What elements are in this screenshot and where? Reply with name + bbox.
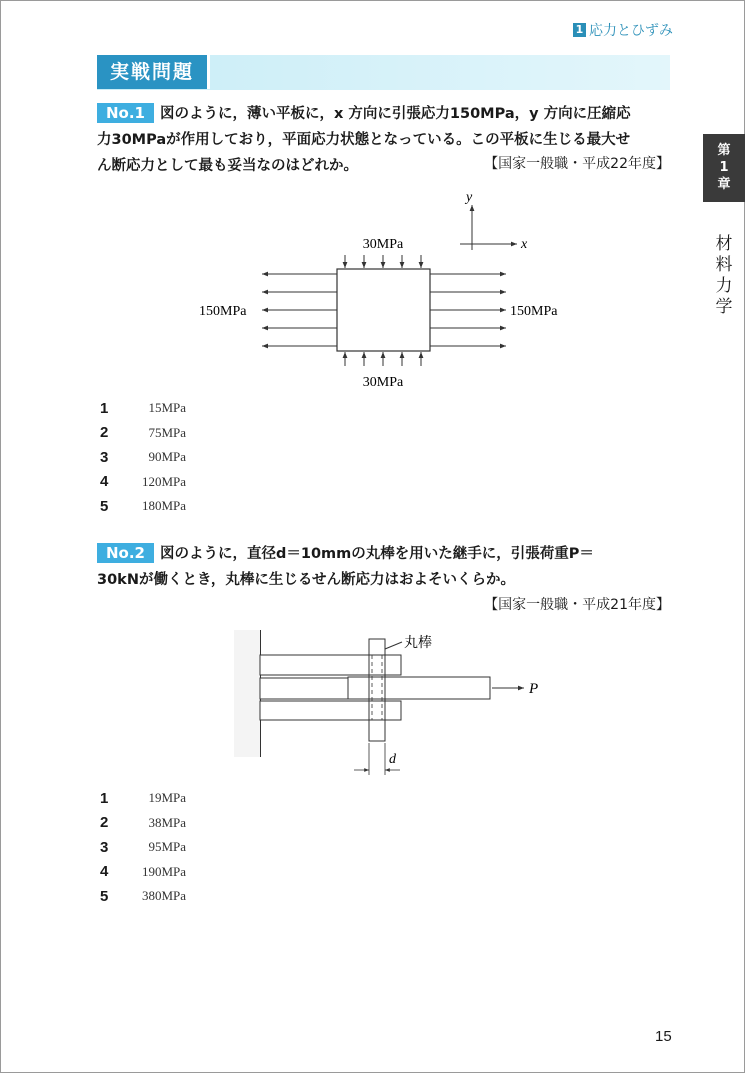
answer-choice[interactable] <box>100 884 186 909</box>
choice-value: 19MPa <box>148 790 186 806</box>
choice-number: 5 <box>100 497 109 515</box>
load-label: P <box>529 681 539 697</box>
choice-value: 95MPa <box>148 839 186 855</box>
choice-number: 1 <box>100 789 109 807</box>
running-head <box>573 20 673 40</box>
top-stress-label: 30MPa <box>362 237 404 252</box>
choice-number: 3 <box>100 838 109 856</box>
axis-y-label: y <box>466 190 473 205</box>
answer-choice[interactable] <box>100 811 186 836</box>
choice-value: 180MPa <box>141 498 186 514</box>
left-tension-arrows <box>262 274 337 346</box>
answer-choice[interactable] <box>100 421 186 446</box>
section-heading: 実戦問題 <box>97 55 210 89</box>
choice-value: 120MPa <box>141 473 186 489</box>
answer-choices-2 <box>100 786 186 909</box>
choice-number: 1 <box>100 399 109 417</box>
thin-plate <box>337 269 430 351</box>
page-number: 15 <box>655 1028 672 1045</box>
subject-label: 材料力学 <box>715 234 733 317</box>
right-stress-label: 150MPa <box>510 304 558 319</box>
question-text-line: 図のように，薄い平板に，x 方向に引張応力150MPa，y 方向に圧縮応 <box>160 106 631 122</box>
question-text-line: 図のように，直径d＝10mmの丸棒を用いた継手に，引張荷重P＝ <box>160 546 594 562</box>
section-title: 応力とひずみ <box>589 23 673 39</box>
answer-choice[interactable] <box>100 445 186 470</box>
choice-number: 2 <box>100 814 109 832</box>
top-compression-arrows <box>345 255 421 268</box>
left-stress-label: 150MPa <box>199 304 247 319</box>
question-2 <box>97 541 672 593</box>
choice-number: 2 <box>100 424 109 442</box>
bottom-compression-arrows <box>345 352 421 366</box>
choice-number: 3 <box>100 448 109 466</box>
answer-choice[interactable] <box>100 835 186 860</box>
question-source: 【国家一般職・平成21年度】 <box>484 597 670 613</box>
question-label: No.2 <box>97 543 154 563</box>
dimension-d-label: d <box>389 752 396 767</box>
pin-joint-figure <box>230 625 560 780</box>
chapter-tab <box>703 134 745 202</box>
answer-choice[interactable] <box>100 494 186 519</box>
chapter-tab-line: 章 <box>717 177 731 192</box>
answer-choice[interactable] <box>100 396 186 421</box>
chapter-tab-line: 第 <box>717 143 731 158</box>
answer-choices-1 <box>100 396 186 519</box>
plate-stress-figure <box>180 185 580 395</box>
question-text-line: ん断応力として最も妥当なのはどれか。 <box>97 158 358 174</box>
question-text-line: 力30MPaが作用しており，平面応力状態となっている。この平板に生じる最大せ <box>97 132 631 148</box>
round-rod-pin <box>369 639 385 741</box>
choice-number: 4 <box>100 473 109 491</box>
answer-choice[interactable] <box>100 786 186 811</box>
axis-x-label: x <box>521 237 528 252</box>
choice-number: 5 <box>100 887 109 905</box>
choice-value: 90MPa <box>148 449 186 465</box>
choice-value: 380MPa <box>141 888 186 904</box>
question-label: No.1 <box>97 103 154 123</box>
choice-number: 4 <box>100 863 109 881</box>
rod-label: 丸棒 <box>404 636 432 651</box>
section-number-badge: 1 <box>573 23 586 37</box>
question-text-line: 30kNが働くとき，丸棒に生じるせん断応力はおよそいくらか。 <box>97 572 515 588</box>
choice-value: 15MPa <box>148 400 186 416</box>
choice-value: 38MPa <box>148 814 186 830</box>
chapter-tab-line: 1 <box>719 160 729 175</box>
answer-choice[interactable] <box>100 860 186 885</box>
choice-value: 75MPa <box>148 424 186 440</box>
right-tension-arrows <box>430 274 506 346</box>
question-source: 【国家一般職・平成22年度】 <box>484 156 670 172</box>
wall-hatch <box>234 630 260 757</box>
choice-value: 190MPa <box>141 863 186 879</box>
bottom-stress-label: 30MPa <box>362 375 404 390</box>
fixed-middle-plate <box>260 678 348 699</box>
answer-choice[interactable] <box>100 470 186 495</box>
